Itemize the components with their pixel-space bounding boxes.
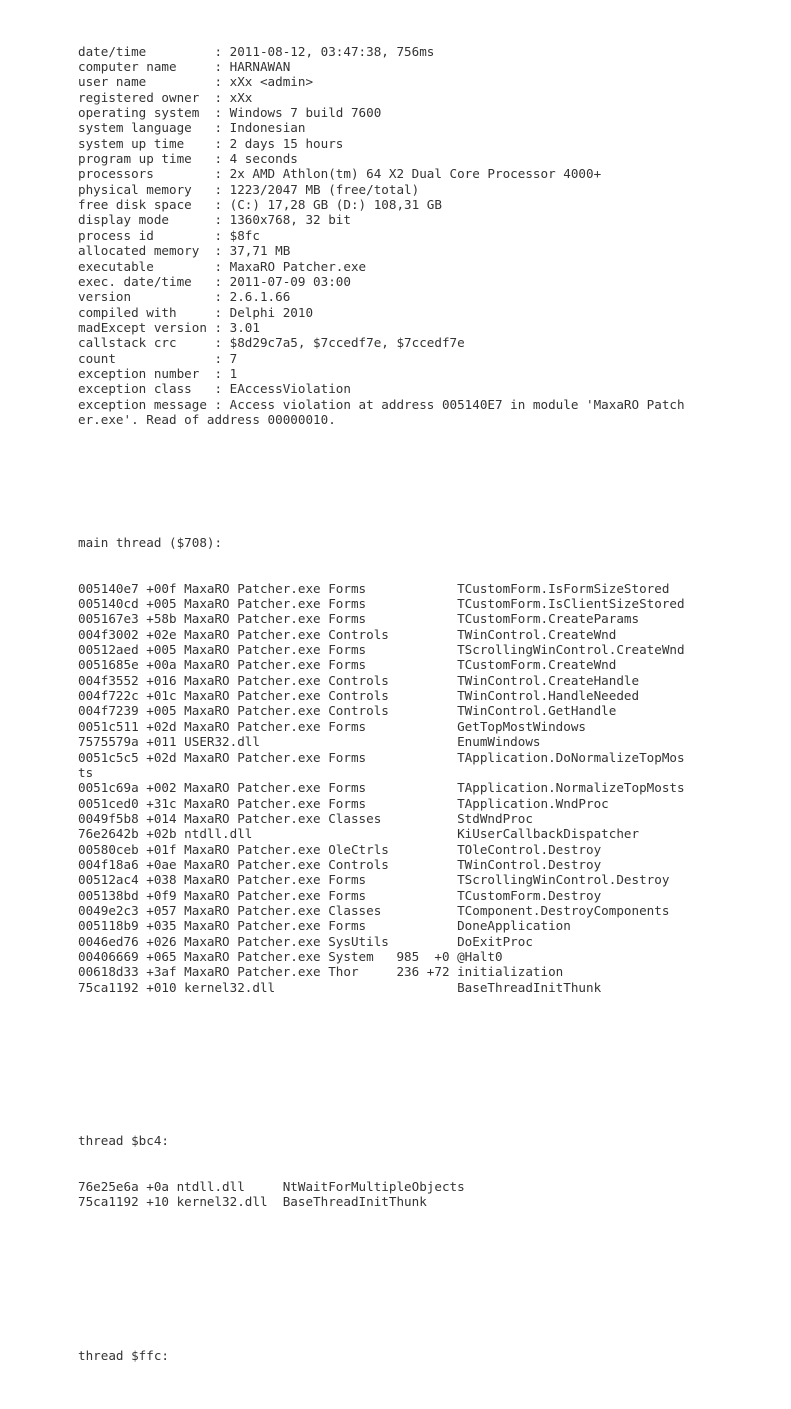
callstack-line: 0049f5b8 +014 MaxaRO Patcher.exe Classes StdWndProc (78, 810, 533, 826)
callstack-line: 004f7239 +005 MaxaRO Patcher.exe Controls TWinControl.GetHandle (78, 703, 617, 719)
callstack-line: 75ca1192 +010 kernel32.dll BaseThreadInitThunk (78, 979, 602, 995)
callstack-line: 005140e7 +00f MaxaRO Patcher.exe Forms TCustomForm.IsFormSizeStored (78, 580, 670, 596)
report-field-line: free disk space : (C:) 17,28 GB (D:) 108,31 GB (78, 197, 442, 213)
callstack-line: 0051c69a +002 MaxaRO Patcher.exe Forms TApplication.NormalizeTopMosts (78, 780, 685, 796)
callstack-line: 0051685e +00a MaxaRO Patcher.exe Forms TCustomForm.CreateWnd (78, 657, 617, 673)
callstack-line: 005118b9 +035 MaxaRO Patcher.exe Forms DoneApplication (78, 918, 571, 934)
report-field-line: user name : xXx <admin> (78, 74, 314, 90)
report-field-line: display mode : 1360x768, 32 bit (78, 212, 351, 228)
bug-report-document (78, 13, 778, 1409)
report-field-line: exception class : EAccessViolation (78, 381, 351, 397)
report-field-line: exception number : 1 (78, 365, 238, 381)
report-field-line: callstack crc : $8d29c7a5, $7ccedf7e, $7ccedf7e (78, 335, 465, 351)
report-field-line: allocated memory : 37,71 MB (78, 243, 291, 259)
callstack-line: 0049e2c3 +057 MaxaRO Patcher.exe Classes TComponent.DestroyComponents (78, 902, 670, 918)
callstack-line: 00406669 +065 MaxaRO Patcher.exe System 985 +0 @Halt0 (78, 948, 503, 964)
callstack-line: 7575579a +011 USER32.dll EnumWindows (78, 734, 541, 750)
thread-bc4-callstack (78, 1179, 778, 1210)
callstack-line: 76e2642b +02b ntdll.dll KiUserCallbackDispatcher (78, 826, 640, 842)
report-field-line: computer name : HARNAWAN (78, 59, 291, 75)
thread-bc4-title: thread $bc4: (78, 1133, 169, 1149)
report-header-section (78, 44, 778, 428)
callstack-line: 004f722c +01c MaxaRO Patcher.exe Controls TWinControl.HandleNeeded (78, 688, 640, 704)
report-field-line: version : 2.6.1.66 (78, 289, 291, 305)
thread-ffc-section (78, 1317, 778, 1394)
callstack-line: 00512ac4 +038 MaxaRO Patcher.exe Forms TScrollingWinControl.Destroy (78, 872, 670, 888)
callstack-line: 75ca1192 +10 kernel32.dll BaseThreadInitThunk (78, 1194, 427, 1210)
report-field-line: system language : Indonesian (78, 120, 306, 136)
main-thread-section (78, 504, 778, 1026)
report-field-line: er.exe'. Read of address 00000010. (78, 411, 336, 427)
report-field-line: exec. date/time : 2011-07-09 03:00 (78, 273, 351, 289)
report-field-line: processors : 2x AMD Athlon(tm) 64 X2 Dual Core Processor 4000+ (78, 166, 602, 182)
report-field-line: count : 7 (78, 350, 238, 366)
report-field-line: compiled with : Delphi 2010 (78, 304, 314, 320)
report-field-line: executable : MaxaRO Patcher.exe (78, 258, 367, 274)
callstack-line: 0051c5c5 +02d MaxaRO Patcher.exe Forms TApplication.DoNormalizeTopMos (78, 749, 685, 765)
report-field-line: process id : $8fc (78, 227, 260, 243)
blank-line (78, 1271, 778, 1286)
callstack-line: 00618d33 +3af MaxaRO Patcher.exe Thor 236 +72 initialization (78, 964, 564, 980)
report-field-line: system up time : 2 days 15 hours (78, 135, 344, 151)
callstack-line: 0046ed76 +026 MaxaRO Patcher.exe SysUtils DoExitProc (78, 933, 533, 949)
callstack-line: ts (78, 764, 94, 780)
report-field-line: operating system : Windows 7 build 7600 (78, 105, 382, 121)
callstack-line: 76e25e6a +0a ntdll.dll NtWaitForMultipleObjects (78, 1179, 465, 1195)
main-thread-callstack (78, 581, 778, 995)
callstack-line: 00580ceb +01f MaxaRO Patcher.exe OleCtrls TOleControl.Destroy (78, 841, 602, 857)
report-field-line: program up time : 4 seconds (78, 151, 298, 167)
callstack-line: 005167e3 +58b MaxaRO Patcher.exe Forms TCustomForm.CreateParams (78, 611, 640, 627)
callstack-line: 0051ced0 +31c MaxaRO Patcher.exe Forms TApplication.WndProc (78, 795, 609, 811)
report-field-line: physical memory : 1223/2047 MB (free/total) (78, 181, 420, 197)
blank-line (78, 1056, 778, 1071)
main-thread-title: main thread ($708): (78, 534, 223, 550)
callstack-line: 004f3552 +016 MaxaRO Patcher.exe Controls TWinControl.CreateHandle (78, 672, 640, 688)
callstack-line: 004f18a6 +0ae MaxaRO Patcher.exe Controls TWinControl.Destroy (78, 856, 602, 872)
report-field-line: madExcept version : 3.01 (78, 319, 260, 335)
callstack-line: 0051c511 +02d MaxaRO Patcher.exe Forms GetTopMostWindows (78, 718, 586, 734)
report-field-line: exception message : Access violation at address 005140E7 in module 'MaxaRO Patch (78, 396, 685, 412)
callstack-line: 005140cd +005 MaxaRO Patcher.exe Forms TCustomForm.IsClientSizeStored (78, 596, 685, 612)
thread-bc4-section (78, 1102, 778, 1240)
thread-ffc-title: thread $ffc: (78, 1347, 169, 1363)
callstack-line: 00512aed +005 MaxaRO Patcher.exe Forms TScrollingWinControl.CreateWnd (78, 642, 685, 658)
report-field-line: registered owner : xXx (78, 89, 253, 105)
callstack-line: 004f3002 +02e MaxaRO Patcher.exe Controls TWinControl.CreateWnd (78, 626, 617, 642)
callstack-line: 005138bd +0f9 MaxaRO Patcher.exe Forms TCustomForm.Destroy (78, 887, 602, 903)
blank-line (78, 458, 778, 473)
report-field-line: date/time : 2011-08-12, 03:47:38, 756ms (78, 43, 435, 59)
